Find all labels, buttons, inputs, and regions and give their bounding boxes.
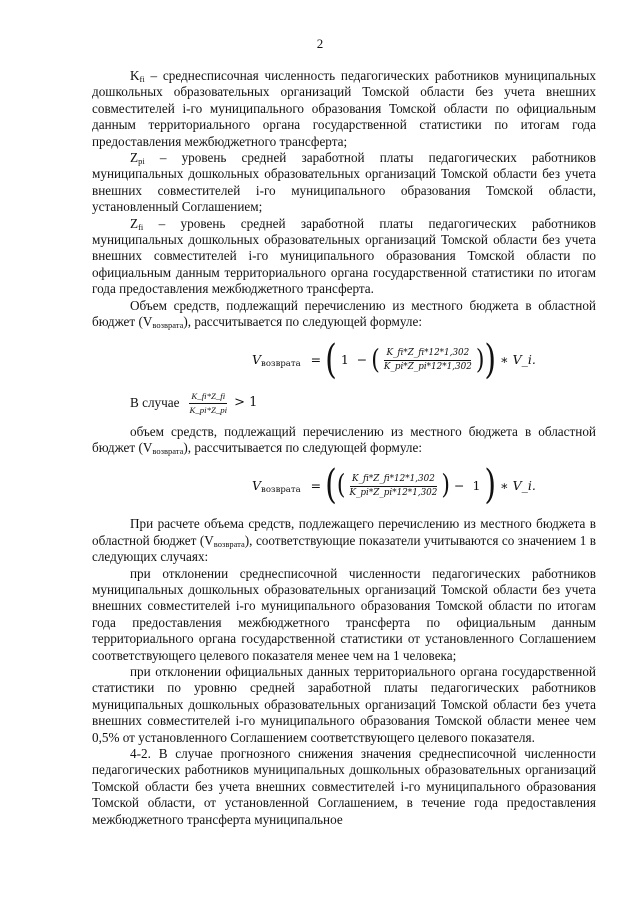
formula-return-volume-2: $V_{возврата}$ = ( ( $\frac{K\_fi*Z\_fi*12*1,302}{K\_pi*Z\_pi*12*1,302}$ ) − 1 ) ∗ V_i.	[252, 462, 536, 510]
definition-zpi: $Z_{pi}$ – уровень средней заработной платы педагогических работников муниципальных дошкольных образовательных организаций Томской области без учета внешних совместителей i-го муниципального образования Томской области, установленный Соглашением;	[92, 150, 596, 215]
case-condition: В случае $\frac{K\_fi*Z\_fi}{K\_pi*Z\_pi}$ > 1	[130, 390, 258, 415]
page-number: 2	[316, 36, 324, 51]
formula-return-volume-1: $V_{возврата}$ = ( 1 − ( $\frac{K\_fi*Z\_fi*12*1,302}{K\_pi*Z\_pi*12*1,302}$ ) ) ∗ V_i.	[252, 336, 536, 384]
definition-zfi: $Z_{fi}$ – уровень средней заработной платы педагогических работников муниципальных дошкольных образовательных организаций Томской области без учета внешних совместителей i-го муниципального образования Томской области по официальным данным территориального органа государственной статистики по итогам года предоставления межбюджетного трансферта.	[92, 215, 596, 297]
case-item-headcount: при отклонении среднесписочной численности педагогических работников муниципальных дошкольных образовательных организаций Томской области без учета внешних совместителей i-го муниципального образования Томской области по итогам года предоставления межбюджетного трансферта по официальным данным территориального органа государственной статистики от установленного Соглашением соответствующего целевого показателя менее чем на 1 человека;	[92, 565, 596, 663]
definition-kfi: $K_{fi}$ – среднесписочная численность педагогических работников муниципальных дошкольных образовательных организаций Томской области без учета внешних совместителей i-го муниципального образования Томской области по официальным данным территориального органа государственной статистики по итогам года предоставления межбюджетного трансферта;	[92, 68, 596, 149]
document-body	[92, 68, 596, 828]
paragraph-volume-formula-intro-2: объем средств, подлежащий перечислению из местного бюджета в областной бюджет $(V_{возврата})$, рассчитывается по следующей формуле:	[92, 423, 596, 456]
paragraph-4-2: 4-2. В случае прогнозного снижения значения среднесписочной численности педагогических работников муниципальных дошкольных образовательных организаций Томской области без учета внешних совместителей i-го муниципального образования Томской области, от установленной Соглашением, в течение года предоставления межбюджетного трансферта муниципальное	[92, 746, 596, 827]
fraction-condition: $\frac{K\_fi*Z\_fi}{K\_pi*Z\_pi}$	[189, 390, 228, 415]
case-item-salary: при отклонении официальных данных территориального органа государственной статистики по уровню средней заработной платы педагогических работников муниципальных дошкольных образовательных организаций Томской области без учета внешних совместителей i-го муниципального образования Томской области менее чем 0,5% от установленного Соглашением соответствующего целевого показателя.	[92, 663, 596, 745]
fraction-ratio-1: $\frac{K\_fi*Z\_fi*12*1,302}{K\_pi*Z\_pi*12*1,302}$	[383, 348, 472, 372]
paragraph-calculation-conditions: При расчете объема средств, подлежащего перечислению из местного бюджета в областной бюджет $(V_{возврата})$, соответствующие показатели учитываются со значением 1 в следующих случаях:	[92, 516, 596, 565]
paragraph-volume-formula-intro: Объем средств, подлежащий перечислению из местного бюджета в областной бюджет $(V_{возврата})$, рассчитывается по следующей формуле:	[92, 297, 596, 331]
fraction-ratio-2: $\frac{K\_fi*Z\_fi*12*1,302}{K\_pi*Z\_pi*12*1,302}$	[349, 473, 438, 498]
